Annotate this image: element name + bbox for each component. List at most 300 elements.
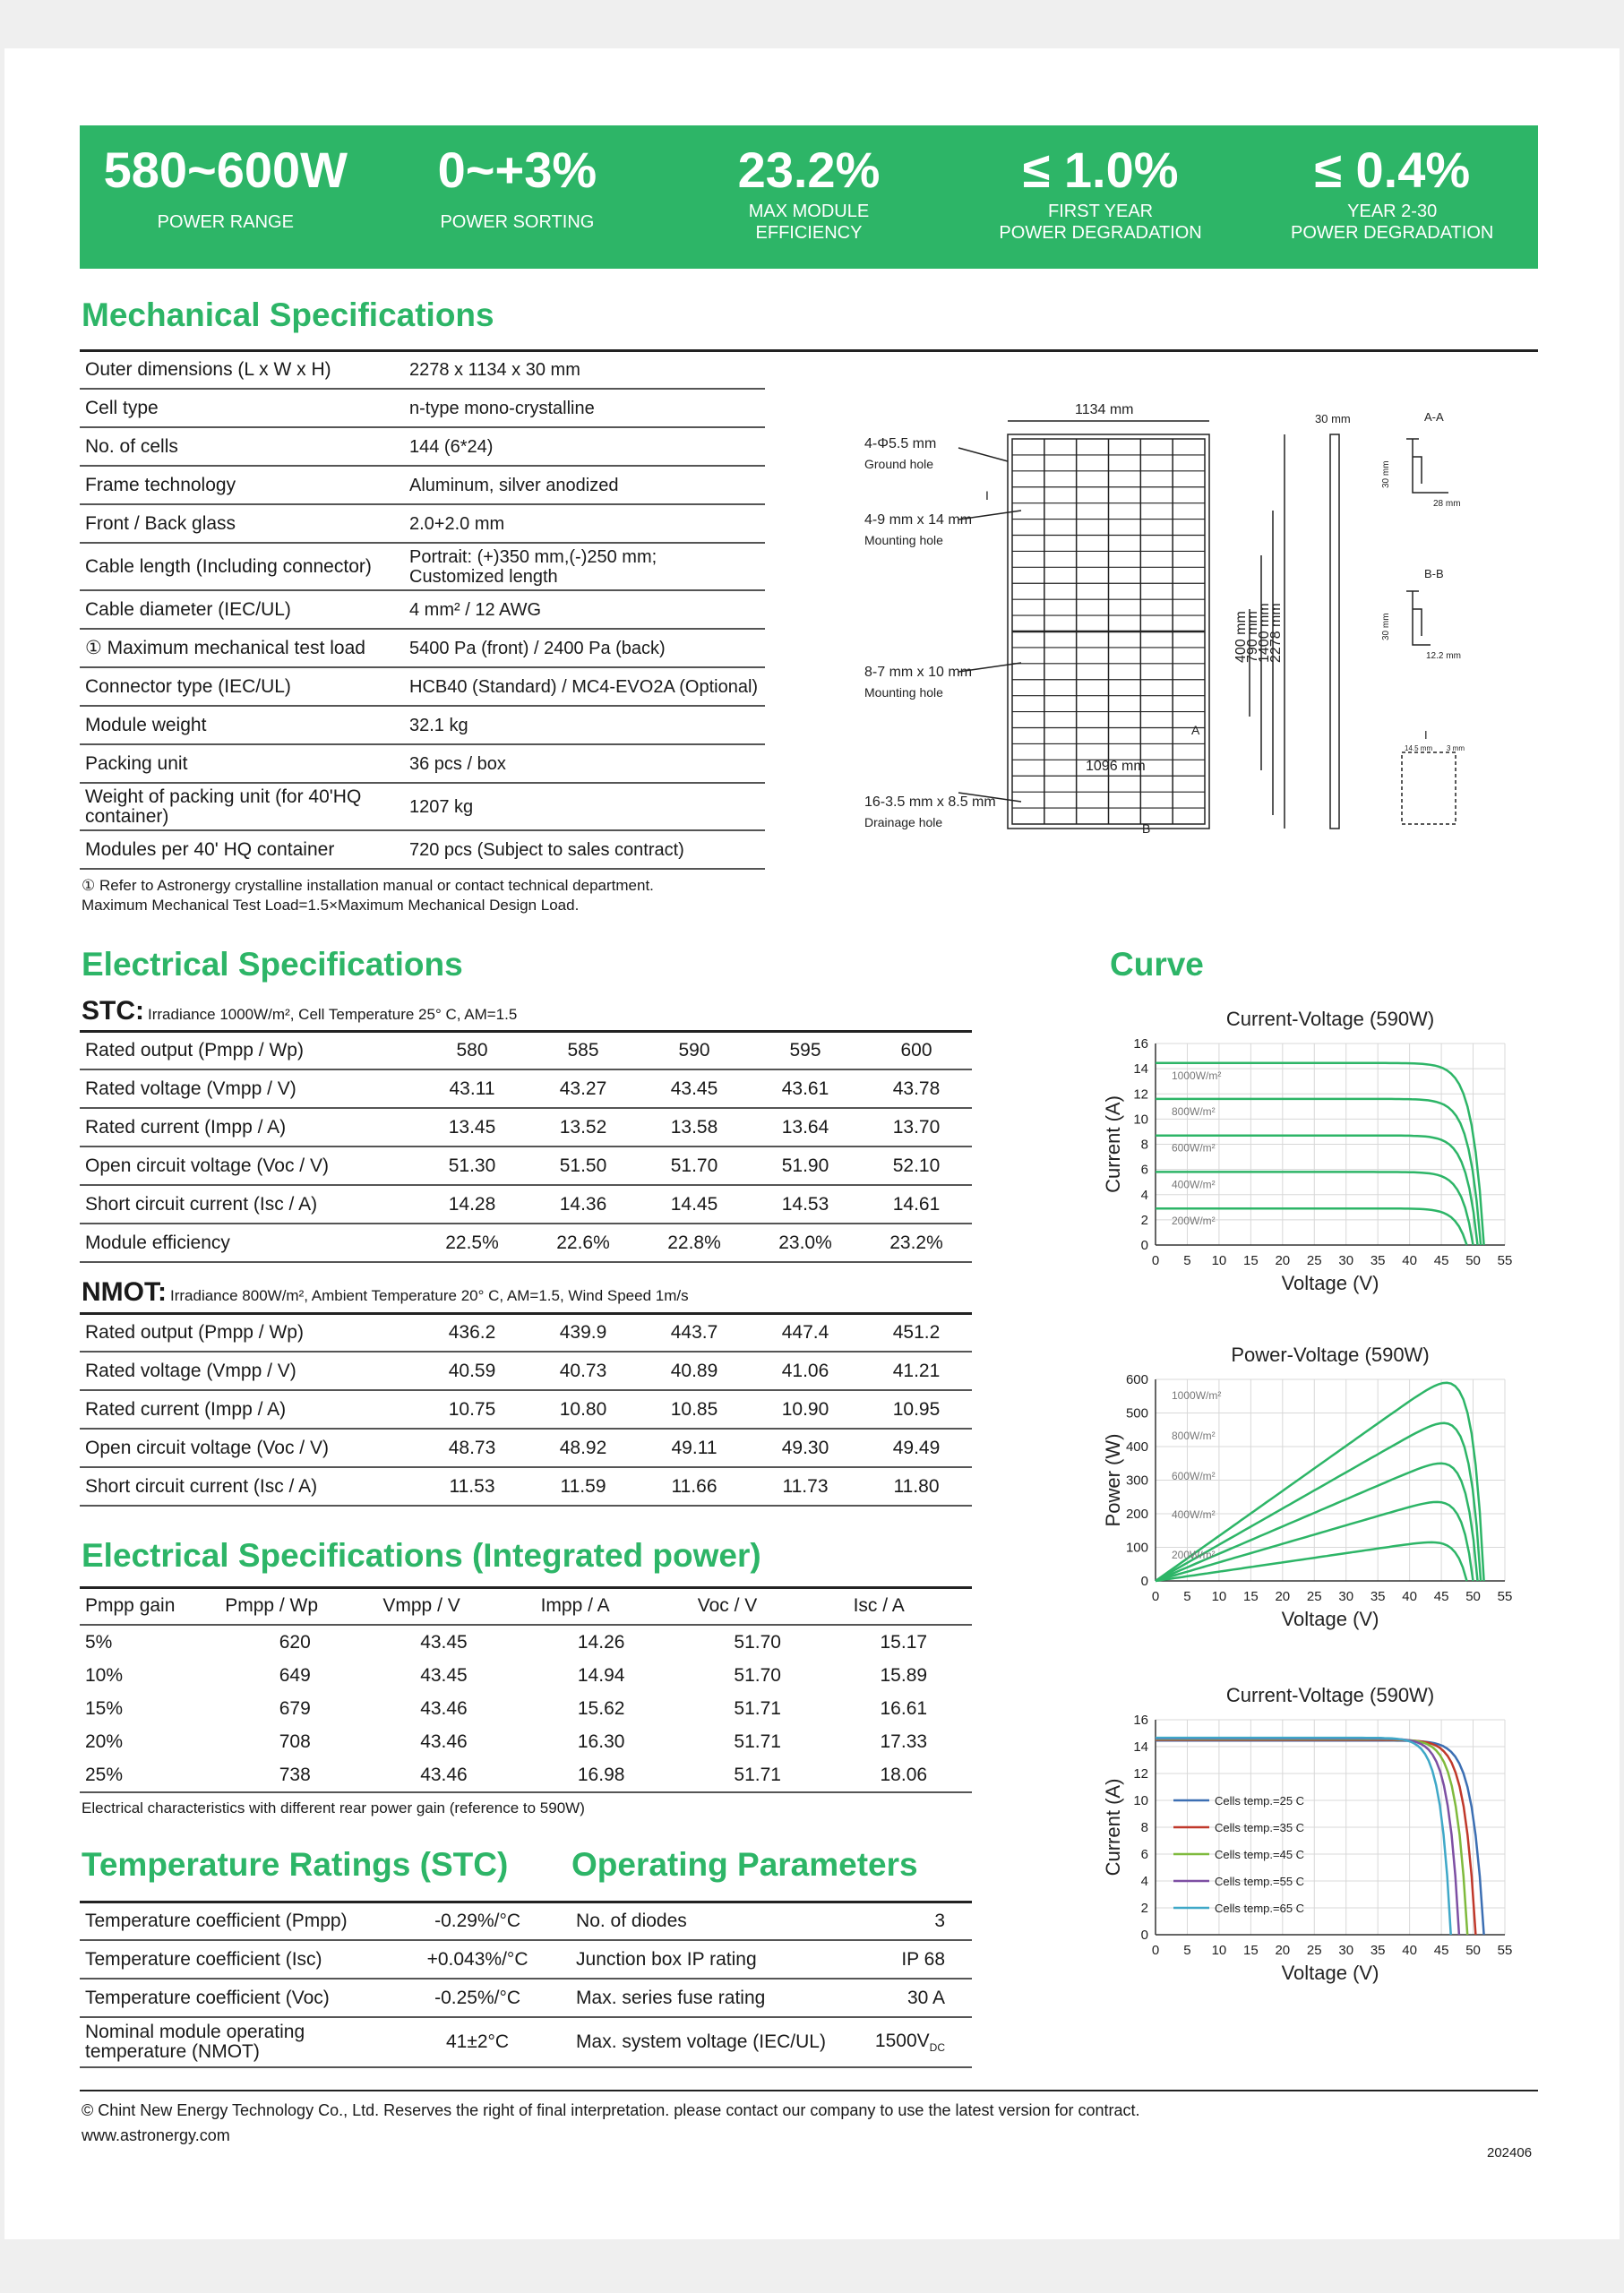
nmot-label: NMOT: [82,1277,167,1307]
series-label: 400W/m² [1172,1178,1216,1191]
stc-value: 14.36 [528,1185,639,1224]
mech-label: Cell type [80,389,404,427]
nmot-value: 10.90 [750,1390,861,1429]
mech-row [80,466,765,504]
integrated-cell: 738 [225,1758,365,1792]
stc-value: 51.30 [417,1146,528,1185]
bb-w-label: 12.2 mm [1426,651,1461,661]
op-label: Max. system voltage (IEC/UL) [549,2017,870,2067]
series-label: 800W/m² [1172,1429,1216,1442]
y-tick-label: 4 [1140,1187,1148,1203]
mech-row [80,706,765,744]
integrated-cell: 51.71 [734,1697,781,1719]
integrated-cell: 18.06 [836,1758,972,1792]
y-tick-label: 8 [1140,1137,1148,1153]
x-tick-label: 30 [1338,1253,1354,1268]
stc-row [80,1224,972,1262]
x-tick-label: 45 [1433,1943,1449,1958]
stc-value: 14.53 [750,1185,861,1224]
stc-value: 51.70 [639,1146,750,1185]
iv-temperature-chart [1102,1684,1532,2006]
y-tick-label: 2 [1140,1901,1148,1916]
chart-title: Power-Voltage (590W) [1231,1344,1430,1366]
stc-condition [82,996,517,1026]
mech-value: 36 pcs / box [404,744,765,783]
mech-value: 1207 kg [404,783,765,830]
y-tick-label: 400 [1125,1439,1148,1455]
op-value-cell [870,1902,972,1940]
y-axis-label: Current (A) [1102,1095,1124,1193]
mech-value: 32.1 kg [404,706,765,744]
temperature-operating-table [80,1902,972,2068]
op-value-cell [870,1979,972,2017]
kpi-label: POWER RANGE [157,212,294,232]
curve-title: Curve [1110,946,1204,983]
series-label: 200W/m² [1172,1548,1216,1561]
legend-label: Cells temp.=55 C [1215,1875,1305,1888]
integrated-cell: 51.71 [680,1758,836,1792]
mech-label: Frame technology [80,466,404,504]
hole4-desc: Drainage hole [864,815,943,829]
y-tick-label: 16 [1133,1713,1148,1728]
operating-title: Operating Parameters [571,1846,918,1883]
x-tick-label: 45 [1433,1253,1449,1268]
mech-row [80,667,765,706]
integrated-cell: 51.70 [734,1664,781,1686]
hole1-desc: Ground hole [864,457,934,471]
nmot-row [80,1314,972,1352]
stc-value: 43.45 [639,1069,750,1108]
mech-row [80,427,765,466]
op-label: No. of diodes [549,1902,870,1940]
nmot-label: Rated current (Impp / A) [80,1390,417,1429]
x-tick-label: 55 [1497,1589,1513,1604]
series-label: 1000W/m² [1172,1388,1222,1402]
stc-row [80,1069,972,1108]
aa-w-label: 28 mm [1433,499,1461,509]
y-tick-label: 8 [1140,1820,1148,1835]
mech-row [80,351,765,389]
stc-row [80,1146,972,1185]
nmot-value: 451.2 [861,1314,972,1352]
x-tick-label: 35 [1370,1589,1386,1604]
y-tick-label: 2 [1140,1212,1148,1228]
x-tick-label: 15 [1243,1943,1259,1958]
nmot-value: 48.73 [417,1429,528,1467]
nmot-condition [82,1277,689,1308]
y-tick-label: 100 [1125,1540,1148,1556]
stc-value: 14.45 [639,1185,750,1224]
stc-row [80,1032,972,1069]
integrated-cell: 708 [279,1730,311,1752]
x-tick-label: 5 [1183,1589,1191,1604]
chart-title: Current-Voltage (590W) [1225,1684,1435,1706]
integrated-cell: 10% [85,1664,124,1686]
legend-label: Cells temp.=25 C [1215,1794,1305,1808]
nmot-value: 40.89 [639,1352,750,1390]
temp-label: Nominal module operating temperature (NMOT) [80,2017,406,2067]
temp-value: -0.25%/°C [406,1979,549,2017]
integrated-cell: 15% [85,1697,124,1719]
dim4-label: 2278 mm [1268,603,1284,663]
integrated-header-cell: Isc / A [836,1588,972,1625]
nmot-value: 40.73 [528,1352,639,1390]
x-tick-label: 35 [1370,1943,1386,1958]
x-tick-label: 30 [1338,1943,1354,1958]
integrated-note: Electrical characteristics with different rear power gain (reference to 590W) [82,1799,585,1816]
mech-label: Packing unit [80,744,404,783]
nmot-value: 49.49 [861,1429,972,1467]
section-aa-shape [1406,439,1448,493]
integrated-table [80,1588,972,1793]
temp-op-row [80,2017,972,2067]
section-bb-label: B-B [1424,567,1444,580]
integrated-cell: 620 [279,1631,311,1653]
dim2-label: 790 mm [1245,611,1260,663]
stc-label: Rated current (Impp / A) [80,1108,417,1146]
nmot-value: 443.7 [639,1314,750,1352]
x-tick-label: 50 [1465,1589,1481,1604]
electrical-title: Electrical Specifications [82,946,463,983]
dim3-label: 1400 mm [1257,603,1272,663]
y-tick-label: 200 [1125,1507,1148,1522]
y-tick-label: 0 [1140,1928,1148,1943]
chart-title: Current-Voltage (590W) [1225,1008,1435,1030]
nmot-label: Rated voltage (Vmpp / V) [80,1352,417,1390]
temp-op-row [80,1979,972,2017]
kpi-value: ≤ 1.0% [1022,142,1179,198]
y-tick-label: 16 [1133,1036,1148,1052]
integrated-header-cell: Pmpp / Wp [225,1588,365,1625]
integrated-cell: 16.98 [523,1758,680,1792]
x-tick-label: 40 [1402,1943,1417,1958]
x-tick-label: 20 [1275,1253,1291,1268]
op-value-cell [870,1940,972,1979]
nmot-row [80,1429,972,1467]
mech-label: Connector type (IEC/UL) [80,667,404,706]
stc-value: 43.78 [861,1069,972,1108]
op-value-sub: DC [929,2041,945,2055]
nmot-label: Open circuit voltage (Voc / V) [80,1429,417,1467]
op-label: Max. series fuse rating [549,1979,870,2017]
y-tick-label: 6 [1140,1162,1148,1178]
x-tick-label: 0 [1151,1943,1160,1958]
x-tick-label: 5 [1183,1943,1191,1958]
stc-label: Open circuit voltage (Voc / V) [80,1146,417,1185]
series-label: 600W/m² [1172,1469,1216,1482]
integrated-row [80,1725,972,1758]
stc-value: 22.8% [639,1224,750,1262]
nmot-label: Short circuit current (Isc / A) [80,1467,417,1506]
bb-h-label: 30 mm [1381,613,1391,640]
integrated-cell: 16.30 [577,1730,625,1752]
nmot-value: 11.80 [861,1467,972,1506]
section-bb-shape [1406,591,1431,645]
mech-row [80,543,765,590]
x-tick-label: 10 [1211,1943,1227,1958]
temp-label: Temperature coefficient (Isc) [80,1940,406,1979]
x-tick-label: 25 [1306,1943,1322,1958]
temp-value: +0.043%/°C [406,1940,549,1979]
hole2-label: 4-9 mm x 14 mm [864,512,973,528]
x-tick-label: 50 [1465,1943,1481,1958]
mech-row [80,504,765,543]
pv-irradiance-chart [1102,1344,1532,1653]
nmot-row [80,1390,972,1429]
y-axis-label: Current (A) [1102,1778,1124,1876]
iv-irradiance-chart [1102,1008,1532,1317]
stc-value: 23.0% [750,1224,861,1262]
nmot-value: 447.4 [750,1314,861,1352]
thickness-label: 30 mm [1315,412,1351,425]
stc-value: 51.50 [528,1146,639,1185]
integrated-cell: 679 [279,1697,311,1719]
nmot-row [80,1467,972,1506]
stc-label: Short circuit current (Isc / A) [80,1185,417,1224]
mech-value: 2.0+2.0 mm [404,504,765,543]
x-tick-label: 20 [1275,1589,1291,1604]
hole3-label: 8-7 mm x 10 mm [864,665,973,680]
stc-value: 600 [861,1032,972,1069]
y-tick-label: 12 [1133,1766,1148,1782]
integrated-cell: 25% [80,1758,225,1792]
integrated-row [80,1659,972,1692]
y-tick-label: 10 [1133,1793,1148,1808]
integrated-cell: 43.45 [420,1631,468,1653]
series-label: 600W/m² [1172,1141,1216,1155]
kpi-banner [80,125,1538,269]
integrated-cell: 43.45 [420,1664,468,1686]
mech-label: Module weight [80,706,404,744]
nmot-value: 11.66 [639,1467,750,1506]
stc-value: 43.11 [417,1069,528,1108]
mark-i-label: I [985,488,989,502]
stc-value: 595 [750,1032,861,1069]
hole1-label: 4-Φ5.5 mm [864,436,937,451]
mech-row [80,389,765,427]
nmot-text: Irradiance 800W/m², Ambient Temperature 20° C, AM=1.5, Wind Speed 1m/s [169,1287,689,1304]
x-tick-label: 55 [1497,1253,1513,1268]
op-value: 3 [934,1910,945,1931]
integrated-cell: 649 [279,1664,311,1686]
kpi-1 [372,125,664,269]
hole3-desc: Mounting hole [864,685,943,700]
inner-label: 1096 mm [1086,759,1146,774]
nmot-value: 11.53 [417,1467,528,1506]
temp-op-row [80,1940,972,1979]
legend-label: Cells temp.=65 C [1215,1902,1305,1915]
mechanical-title: Mechanical Specifications [82,296,494,333]
stc-value: 13.58 [639,1108,750,1146]
x-tick-label: 50 [1465,1253,1481,1268]
module-drawing [851,394,1532,860]
mech-label: Weight of packing unit (for 40'HQ container) [80,783,404,830]
mech-value: 5400 Pa (front) / 2400 Pa (back) [404,629,765,667]
section-aa-label: A-A [1424,410,1444,424]
integrated-cell: 43.46 [365,1758,522,1792]
aa-h-label: 30 mm [1381,460,1391,488]
hole4-label: 16-3.5 mm x 8.5 mm [864,794,996,810]
nmot-value: 436.2 [417,1314,528,1352]
stc-value: 580 [417,1032,528,1069]
integrated-header-cell: Vmpp / V [365,1588,522,1625]
x-tick-label: 15 [1243,1253,1259,1268]
stc-label: STC: [82,996,144,1026]
integrated-row [80,1692,972,1725]
integrated-header [80,1588,972,1625]
stc-label: Rated output (Pmpp / Wp) [80,1032,417,1069]
op-value: 1500V [874,2030,930,2051]
integrated-cell: 17.33 [880,1730,928,1752]
mech-value: Portrait: (+)350 mm,(-)250 mm; Customized length [404,543,765,590]
mech-value: 2278 x 1134 x 30 mm [404,351,765,389]
y-tick-label: 14 [1133,1739,1148,1755]
integrated-row [80,1625,972,1659]
y-tick-label: 6 [1140,1847,1148,1862]
nmot-row [80,1352,972,1390]
temp-label: Temperature coefficient (Pmpp) [80,1902,406,1940]
integrated-cell: 20% [85,1730,124,1752]
integrated-header-cell: Pmpp gain [80,1588,225,1625]
kpi-value: 0~+3% [437,142,597,198]
y-tick-label: 600 [1125,1372,1148,1387]
y-tick-label: 4 [1140,1874,1148,1889]
stc-label: Rated voltage (Vmpp / V) [80,1069,417,1108]
section-i-label: I [1424,728,1428,742]
stc-row [80,1108,972,1146]
i-b-label: 3 mm [1447,744,1465,752]
temp-op-row [80,1902,972,1940]
x-tick-label: 0 [1151,1253,1160,1268]
mech-label: Outer dimensions (L x W x H) [80,351,404,389]
hole2-desc: Mounting hole [864,533,943,547]
x-axis-label: Voltage (V) [1281,1272,1379,1294]
footer-url[interactable]: www.astronergy.com [82,2126,230,2144]
mech-label: No. of cells [80,427,404,466]
integrated-title: Electrical Specifications (Integrated power) [82,1537,761,1574]
mech-row [80,629,765,667]
stc-label: Module efficiency [80,1224,417,1262]
nmot-value: 49.30 [750,1429,861,1467]
side-view [1330,434,1339,829]
x-tick-label: 5 [1183,1253,1191,1268]
integrated-cell: 43.46 [420,1730,468,1752]
op-value-cell [870,2017,972,2067]
integrated-cell: 16.61 [880,1697,928,1719]
nmot-value: 11.73 [750,1467,861,1506]
mechanical-table [80,351,765,870]
y-tick-label: 0 [1140,1574,1148,1589]
integrated-cell: 51.70 [734,1631,781,1653]
op-value: IP 68 [901,1948,945,1970]
nmot-value: 10.85 [639,1390,750,1429]
x-tick-label: 10 [1211,1589,1227,1604]
temp-label: Temperature coefficient (Voc) [80,1979,406,2017]
series-label: 400W/m² [1172,1507,1216,1521]
i-a-label: 14.5 mm [1405,744,1433,752]
integrated-cell: 51.71 [734,1730,781,1752]
y-tick-label: 12 [1133,1086,1148,1103]
kpi-value: 23.2% [737,142,881,198]
mechanical-note: ① Refer to Astronergy crystalline installation manual or contact technical department. Maximum Mechanical Test Load=1.5×Maximum Mechanical Design Load. [82,877,654,914]
mech-row [80,830,765,869]
kpi-label: POWER SORTING [440,212,595,232]
nmot-value: 11.59 [528,1467,639,1506]
nmot-value: 10.95 [861,1390,972,1429]
stc-text: Irradiance 1000W/m², Cell Temperature 25° C, AM=1.5 [148,1006,518,1023]
x-tick-label: 40 [1402,1253,1417,1268]
legend-label: Cells temp.=45 C [1215,1848,1305,1861]
stc-value: 14.28 [417,1185,528,1224]
mech-label: ① Maximum mechanical test load [80,629,404,667]
stc-value: 51.90 [750,1146,861,1185]
mech-row [80,783,765,830]
kpi-label: YEAR 2-30 POWER DEGRADATION [1291,202,1494,243]
integrated-cell: 14.94 [577,1664,625,1686]
mech-value: n-type mono-crystalline [404,389,765,427]
footer-rule [80,2090,1538,2091]
x-tick-label: 10 [1211,1253,1227,1268]
nmot-value: 41.06 [750,1352,861,1390]
mech-label: Modules per 40' HQ container [80,830,404,869]
series-label: 800W/m² [1172,1104,1216,1118]
op-label: Junction box IP rating [549,1940,870,1979]
mech-row [80,590,765,629]
mech-label: Cable length (Including connector) [80,543,404,590]
stc-value: 22.5% [417,1224,528,1262]
kpi-value: ≤ 0.4% [1314,142,1471,198]
kpi-value: 580~600W [103,142,348,198]
integrated-header-cell: Voc / V [680,1588,836,1625]
x-axis-label: Voltage (V) [1281,1608,1379,1630]
kpi-3 [955,125,1247,269]
kpi-label: MAX MODULE EFFICIENCY [748,202,870,243]
dim1-label: 400 mm [1233,611,1249,663]
stc-value: 585 [528,1032,639,1069]
integrated-cell: 15.62 [577,1697,625,1719]
kpi-0 [80,125,372,269]
nmot-value: 10.80 [528,1390,639,1429]
nmot-value: 10.75 [417,1390,528,1429]
stc-value: 14.61 [861,1185,972,1224]
y-axis-label: Power (W) [1102,1433,1124,1527]
nmot-value: 48.92 [528,1429,639,1467]
stc-table [80,1032,972,1263]
nmot-table [80,1314,972,1507]
integrated-cell: 43.46 [420,1697,468,1719]
series-label: 1000W/m² [1172,1069,1222,1082]
stc-value: 13.52 [528,1108,639,1146]
temp-value: -0.29%/°C [406,1902,549,1940]
x-tick-label: 0 [1151,1589,1160,1604]
temperature-title: Temperature Ratings (STC) [82,1846,509,1883]
footer [82,2098,1140,2148]
x-tick-label: 45 [1433,1589,1449,1604]
stc-value: 22.6% [528,1224,639,1262]
integrated-row [80,1758,972,1792]
integrated-cell: 15.89 [880,1664,928,1686]
mech-label: Cable diameter (IEC/UL) [80,590,404,629]
nmot-value: 40.59 [417,1352,528,1390]
kpi-4 [1246,125,1538,269]
stc-value: 52.10 [861,1146,972,1185]
y-tick-label: 500 [1125,1405,1148,1421]
nmot-value: 439.9 [528,1314,639,1352]
mark-b-label: B [1142,821,1151,836]
footer-copyright: © Chint New Energy Technology Co., Ltd. Reserves the right of final interpretation. please contact our company to use the latest version for contract. [82,2101,1140,2119]
integrated-cell: 15.17 [880,1631,928,1653]
x-tick-label: 25 [1306,1589,1322,1604]
